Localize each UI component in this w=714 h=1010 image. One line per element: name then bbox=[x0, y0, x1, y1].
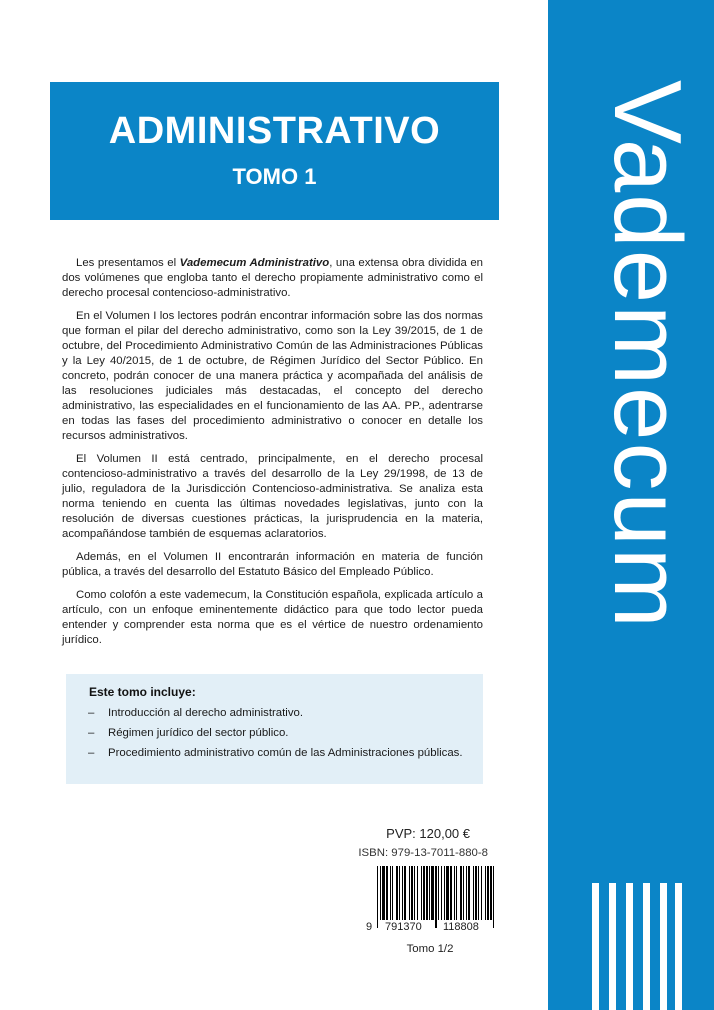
barcode-bar bbox=[396, 866, 398, 920]
contents-item: – Procedimiento administrativo común de las Administraciones públicas. bbox=[88, 747, 463, 759]
contents-item: – Introducción al derecho administrativo. bbox=[88, 707, 304, 719]
contents-heading: Este tomo incluye: bbox=[89, 685, 196, 699]
barcode-bar bbox=[478, 866, 479, 920]
vertical-title bbox=[590, 80, 710, 860]
barcode-bar bbox=[450, 866, 452, 920]
barcode-bar bbox=[390, 866, 391, 920]
barcode-bar bbox=[487, 866, 489, 920]
barcode-digits-right: 118808 bbox=[443, 921, 479, 933]
barcode-bar bbox=[386, 866, 388, 920]
barcode-bar bbox=[414, 866, 415, 920]
title-box bbox=[50, 82, 499, 220]
barcode-bar bbox=[423, 866, 425, 920]
barcode-bar bbox=[456, 866, 457, 920]
barcode-bar bbox=[399, 866, 400, 920]
price-label: PVP: 120,00 € bbox=[386, 826, 470, 841]
barcode-bar bbox=[380, 866, 381, 920]
vertical-title-text: Vademecum bbox=[594, 80, 701, 630]
book-subtitle: TOMO 1 bbox=[232, 164, 317, 189]
barcode-bar bbox=[463, 866, 464, 920]
dash-bullet: – bbox=[88, 727, 95, 739]
barcode-bar bbox=[441, 866, 442, 920]
barcode-bar bbox=[493, 866, 494, 928]
barcode-digits-left: 791370 bbox=[385, 921, 422, 933]
volume-label: Tomo 1/2 bbox=[406, 943, 454, 955]
barcode-bar bbox=[402, 866, 403, 920]
barcode-bar bbox=[392, 866, 393, 920]
synopsis-paragraph-3: El Volumen II está centrado, principalmente, en el derecho procesal contencioso-administrativo a través del desarrollo de la Ley 29/1998, de 13 de julio, reguladora de la Jurisdicción Contencioso-administrativa. Se analiza esta norma teniendo en cuenta las últimas novedades legislativas, junto con la resolución de diversas cuestiones prácticas, la jurisprudencia en la materia, acompañándose también de esquemas aclaratorios. bbox=[62, 453, 483, 540]
barcode-bar bbox=[475, 866, 477, 920]
dash-bullet: – bbox=[88, 747, 95, 759]
barcode-bar bbox=[429, 866, 430, 920]
barcode bbox=[376, 866, 496, 928]
book-title: ADMINISTRATIVO bbox=[108, 110, 441, 152]
dash-bullet: – bbox=[88, 707, 95, 719]
isbn-label: ISBN: 979-13-7011-880-8 bbox=[358, 847, 488, 859]
barcode-bar bbox=[454, 866, 455, 920]
barcode-bar bbox=[426, 866, 428, 920]
barcode-bar bbox=[444, 866, 445, 920]
barcode-bar bbox=[417, 866, 418, 920]
barcode-bar bbox=[485, 866, 486, 920]
barcode-bar bbox=[481, 866, 482, 920]
barcode-bar bbox=[473, 866, 474, 920]
synopsis-paragraph-5: Como colofón a este vademecum, la Constitución española, explicada artículo a artículo, con un enfoque eminentemente didáctico para que todo lector pueda entender y comprender esta norma que es el vértice de nuestro ordenamiento jurídico. bbox=[62, 589, 483, 646]
synopsis-paragraph-2: En el Volumen I los lectores podrán encontrar información sobre las dos normas que forman el pilar del derecho administrativo, como son la Ley 39/2015, de 1 de octubre, del Procedimiento Administrativo Común de las Administraciones Públicas y la Ley 40/2015, de 1 de octubre, de Régimen Jurídico del Sector Público. En concreto, podrán conocer de una manera práctica y acompañada del análisis de las resoluciones judiciales más destacadas, el concepto del derecho administrativo, las especialidades en el funcionamiento de las AA. PP., adentrarse en todas las fases del procedimiento administrativo o conocer en detalle los recursos administrativos. bbox=[62, 310, 483, 442]
contents-box bbox=[66, 674, 483, 784]
barcode-bar bbox=[446, 866, 449, 920]
barcode-bar bbox=[377, 866, 378, 928]
barcode-bar bbox=[435, 866, 437, 928]
barcode-bar bbox=[421, 866, 422, 920]
barcode-bar bbox=[409, 866, 410, 920]
barcode-bar bbox=[438, 866, 439, 920]
barcode-bar bbox=[466, 866, 467, 920]
synopsis-paragraph-4: Además, en el Volumen II encontrarán información en materia de función pública, a través del desarrollo del Estatuto Básico del Empleado Público. bbox=[62, 551, 483, 578]
barcode-bar bbox=[411, 866, 413, 920]
contents-item: – Régimen jurídico del sector público. bbox=[88, 727, 289, 739]
barcode-bar bbox=[490, 866, 492, 920]
barcode-bar bbox=[404, 866, 406, 920]
decorative-stripes bbox=[592, 883, 682, 1010]
contents-list bbox=[88, 706, 468, 766]
barcode-bar bbox=[468, 866, 470, 920]
synopsis bbox=[62, 256, 483, 656]
barcode-bar bbox=[431, 866, 434, 920]
barcode-bar bbox=[382, 866, 385, 920]
barcode-digit-prefix: 9 bbox=[366, 921, 373, 933]
barcode-bar bbox=[460, 866, 462, 920]
synopsis-paragraph-1: Les presentamos el Vademecum Administrativo, una extensa obra dividida en dos volúmenes que engloba tanto el derecho propiamente administrativo como el derecho procesal contencioso-administrativo. bbox=[62, 257, 483, 299]
work-name-emphasis: Vademecum Administrativo bbox=[179, 257, 330, 269]
